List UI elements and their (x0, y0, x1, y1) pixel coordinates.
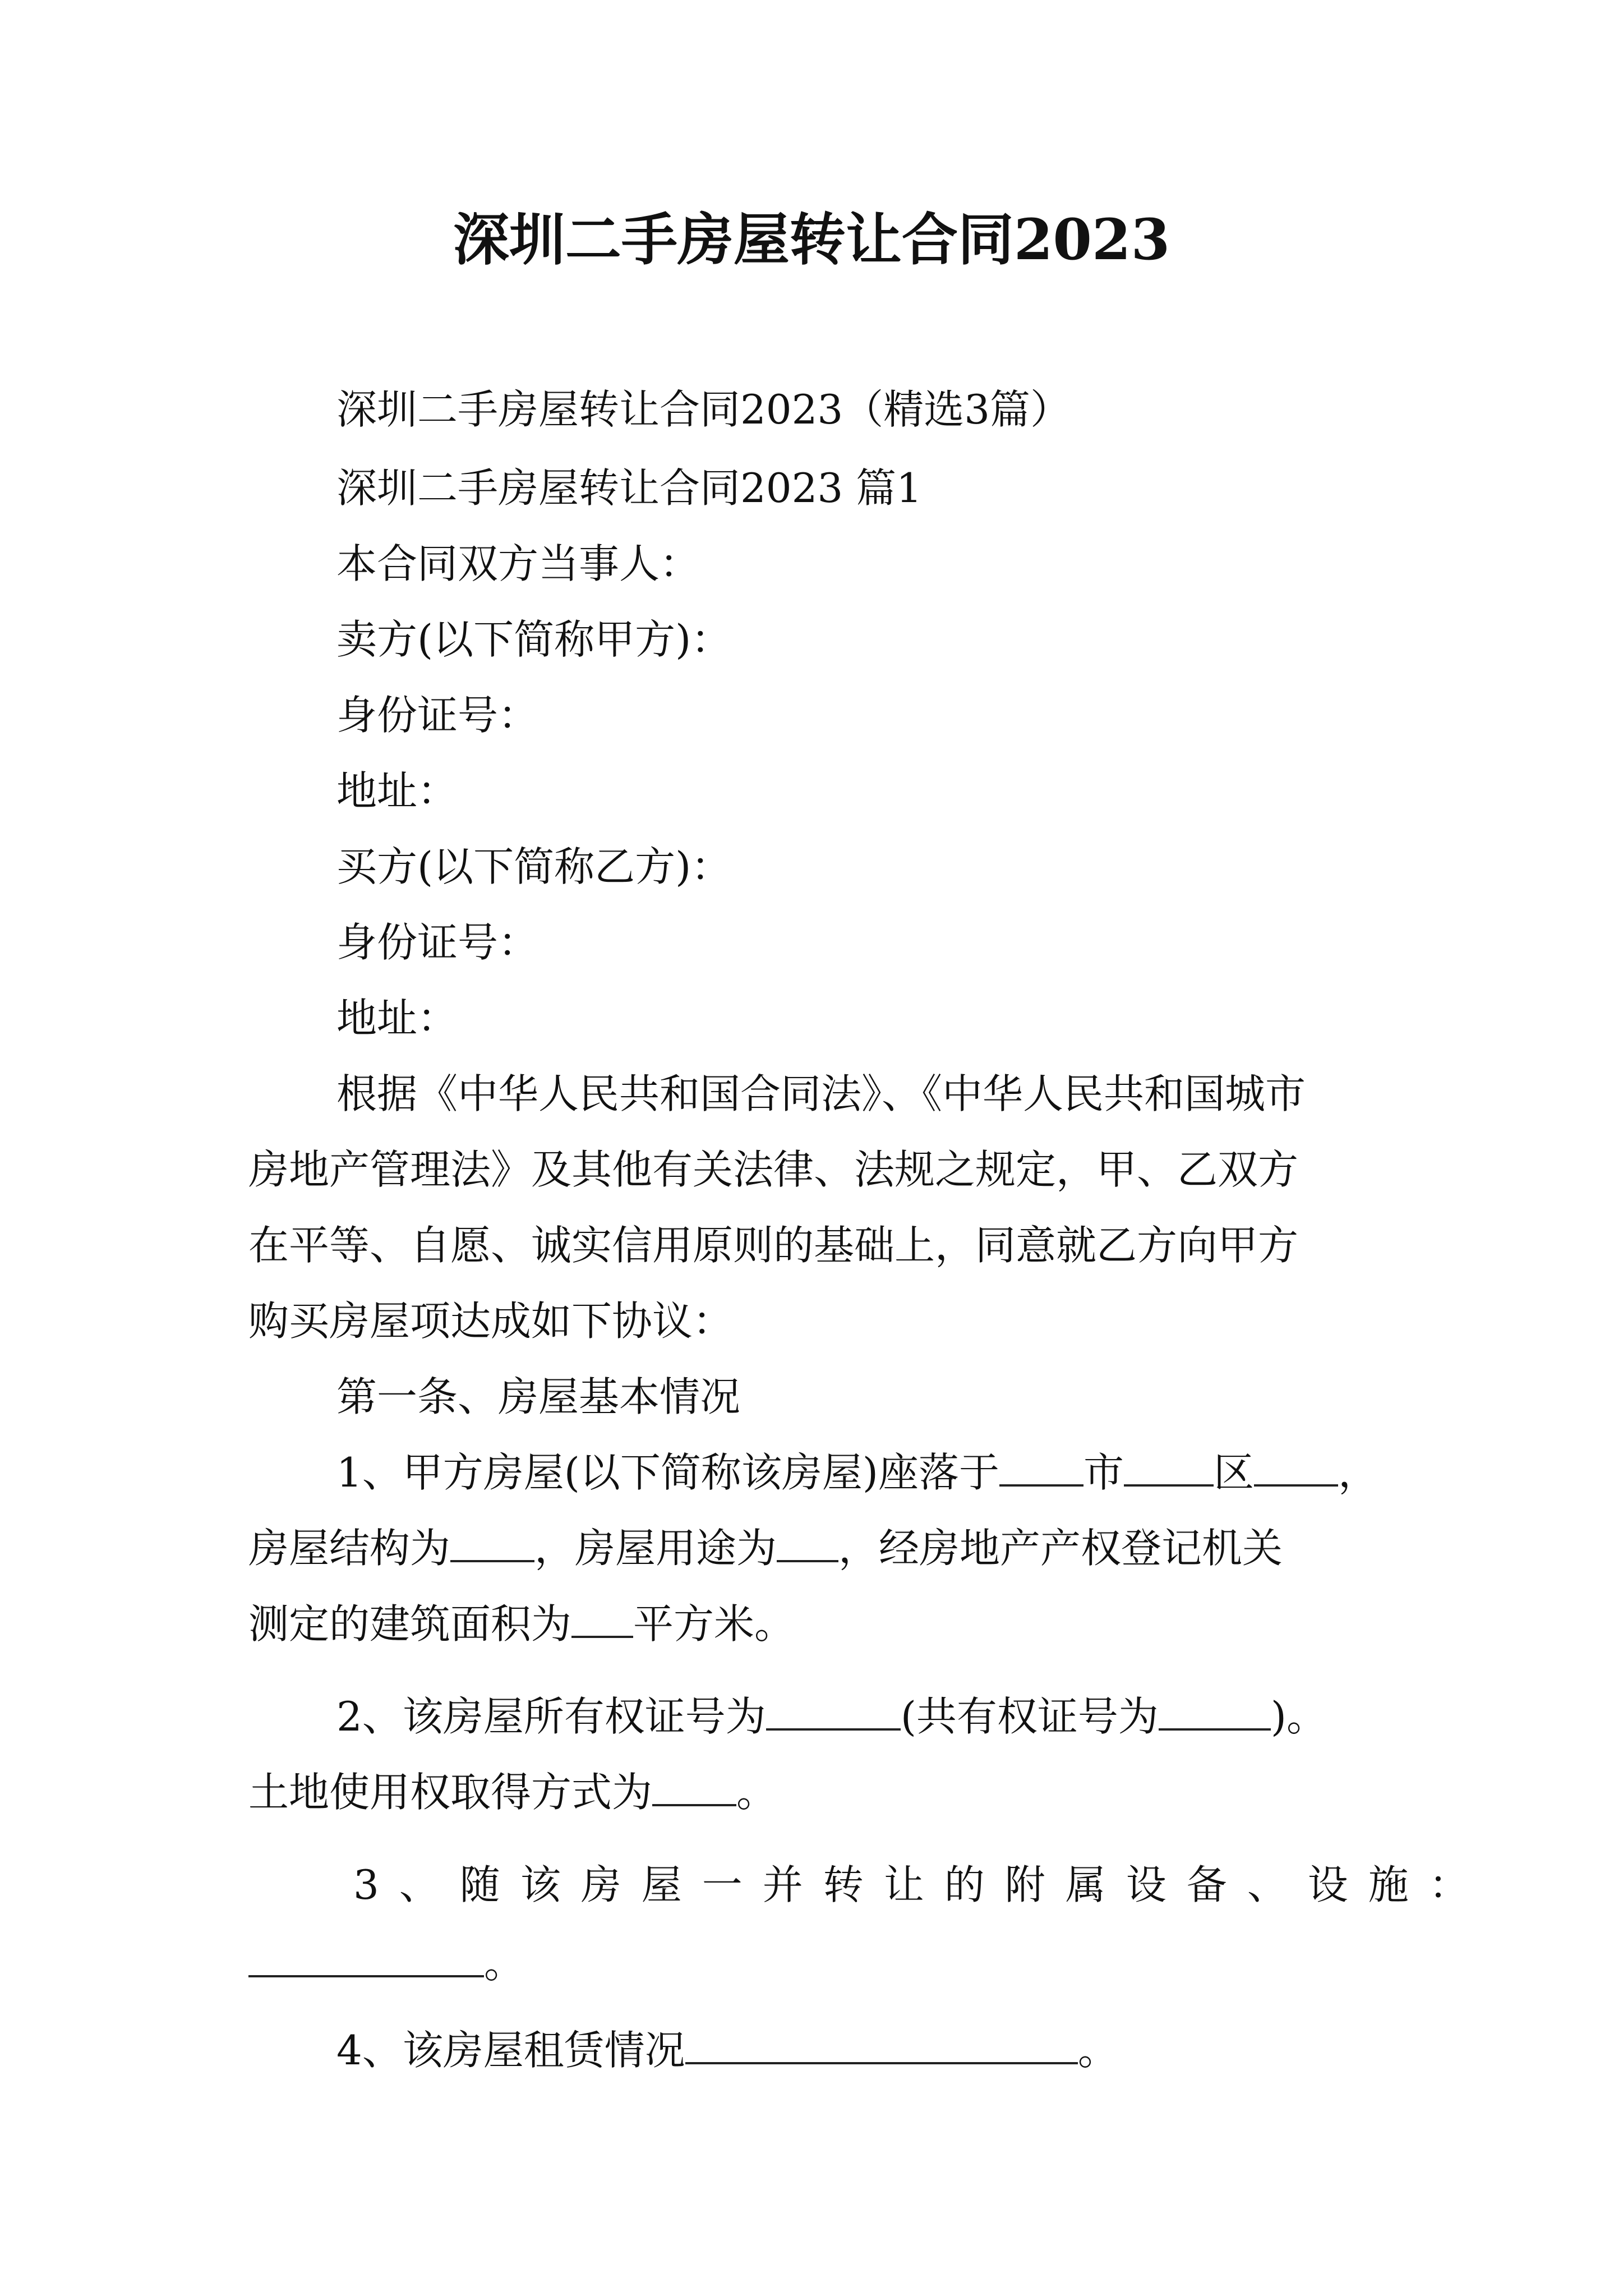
parties-intro: 本合同双方当事人： (336, 540, 700, 587)
clause-text: 。 (484, 1940, 525, 1987)
clause-text: (共有权证号为 (900, 1693, 1159, 1740)
clause-text: 4、该房屋租赁情况 (336, 2027, 685, 2074)
clause-text: 。 (736, 1769, 777, 1816)
buyer-address-label: 地址： (336, 995, 458, 1042)
clause-1-line-1 (336, 1444, 1378, 1501)
seller-label: 卖方(以下简称甲方)： (336, 616, 732, 663)
preamble-line-3: 在平等、自愿、诚实信用原则的基础上，同意就乙方向甲方 (248, 1222, 1299, 1269)
clause-text: 土地使用权取得方式为 (248, 1769, 653, 1816)
clause-text: )。 (1270, 1693, 1327, 1740)
preamble-line-2: 房地产管理法》及其他有关法律、法规之规定，甲、乙双方 (248, 1146, 1299, 1193)
blank-field-usage (777, 1525, 838, 1562)
blank-field-facilities (248, 1940, 484, 1977)
clause-text: 市 (1083, 1449, 1124, 1496)
blank-field-district (1124, 1450, 1214, 1487)
document-title: 深圳二手房屋转让合同2023 (453, 206, 1170, 273)
clause-1-line-3 (248, 1596, 795, 1652)
preamble-line-1: 根据《中华人民共和国合同法》、《中华人民共和国城市 (336, 1070, 1306, 1117)
clause-3-line-2 (248, 1935, 524, 1991)
blank-field-lease-status (685, 2027, 1078, 2064)
clause-text: ，房屋用途为 (534, 1525, 777, 1572)
clause-text: ，经房地产产权登记机关 (838, 1525, 1283, 1572)
clause-text: 测定的建筑面积为 (248, 1600, 572, 1648)
section-heading: 深圳二手房屋转让合同2023 篇1 (336, 464, 922, 512)
clause-text: 2、该房屋所有权证号为 (336, 1693, 766, 1740)
buyer-label: 买方(以下简称乙方)： (336, 843, 732, 890)
blank-field-location (1254, 1450, 1338, 1487)
clause-text: 平方米。 (633, 1600, 795, 1648)
document-subtitle: 深圳二手房屋转让合同2023（精选3篇） (336, 386, 1071, 433)
seller-address-label: 地址： (336, 767, 458, 815)
clause-2-line-2 (248, 1764, 777, 1820)
blank-field-structure (450, 1525, 534, 1562)
seller-id-label: 身份证号： (336, 692, 539, 739)
blank-field-city (999, 1450, 1083, 1487)
clause-text: 房屋结构为 (248, 1525, 451, 1572)
clause-2-line-1 (336, 1688, 1327, 1745)
blank-field-co-ownership-cert (1159, 1694, 1271, 1731)
clause-text: 1、甲方房屋(以下简称该房屋)座落于 (336, 1449, 999, 1496)
blank-field-ownership-cert (766, 1694, 901, 1731)
buyer-id-label: 身份证号： (336, 919, 539, 966)
clause-text: ， (1338, 1449, 1379, 1496)
clause-4-line-1 (336, 2022, 1118, 2078)
article-1-heading: 第一条、房屋基本情况 (336, 1373, 741, 1420)
clause-text: 。 (1077, 2027, 1118, 2074)
preamble-line-4: 购买房屋项达成如下协议： (248, 1297, 734, 1345)
clause-3-line-1: 3、随该房屋一并转让的附属设备、设施： (353, 1861, 1490, 1908)
blank-field-land-use (652, 1769, 736, 1806)
clause-text: 区 (1214, 1449, 1255, 1496)
blank-field-area (571, 1601, 633, 1638)
clause-1-line-2 (248, 1520, 1283, 1576)
